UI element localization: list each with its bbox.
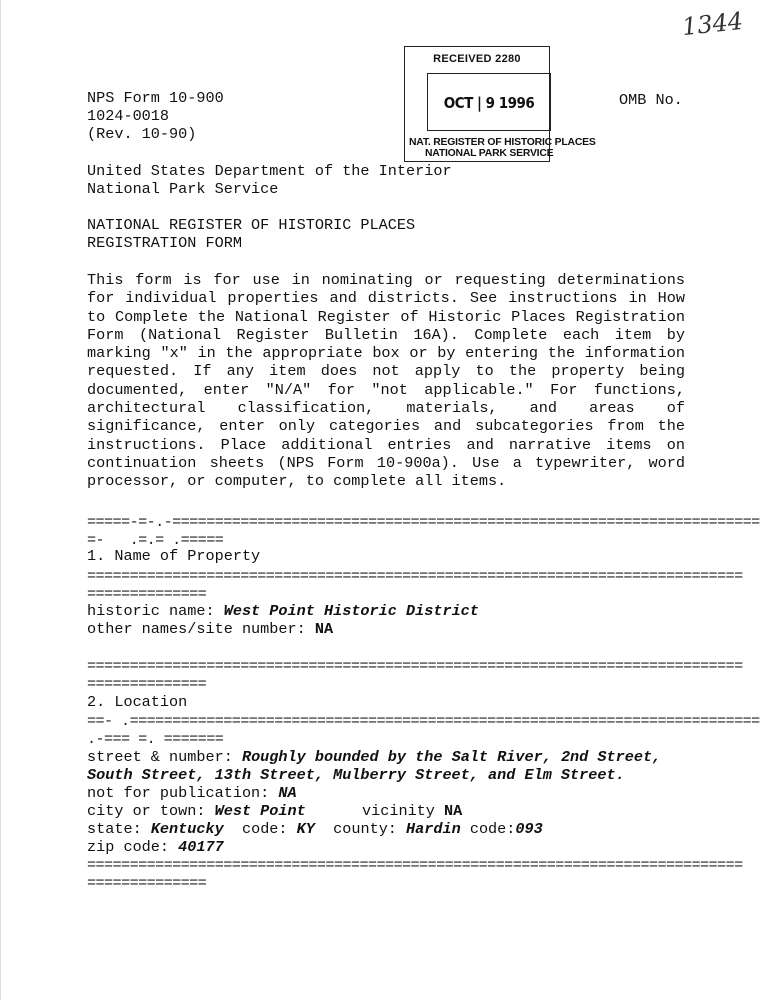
separator-rule: =============================================================================: [87, 567, 743, 585]
separator-rule-short: .-=== =. =======: [87, 730, 224, 748]
section-2-heading: 2. Location: [87, 693, 188, 711]
omb-number: OMB No.: [619, 91, 683, 109]
street-label: street & number:: [87, 748, 242, 766]
county-code-value: 093: [515, 820, 543, 838]
instructions-paragraph: This form is for use in nominating or requesting determinations for individual properties and districts. See instructions in How to Complete the National Register of Historic Places Registration Form (National Register Bulletin 16A). Complete each item by marking "x" in the appropriate box or by entering the information requested. If any item does not apply to the property being documented, enter "N/A" for "not applicable." For functions, architectural classification, materials, and areas of significance, enter only categories and subcategories from the instructions. Place additional entries and narrative items on continuation sheets (NPS Form 10-900a). Use a typewriter, word processor, or computer, to complete all items.: [87, 271, 685, 491]
separator-rule: =====-=-.-=====================================================================: [87, 513, 760, 531]
publication-label: not for publication:: [87, 784, 279, 802]
separator-rule: =============================================================================: [87, 657, 743, 675]
form-number: NPS Form 10-900: [87, 89, 224, 107]
historic-name-value: West Point Historic District: [223, 602, 479, 620]
city-row: [87, 802, 306, 820]
city-label: city or town:: [87, 802, 215, 820]
zip-label: zip code:: [87, 838, 179, 856]
stamp-agency-line1: NAT. REGISTER OF HISTORIC PLACES: [409, 137, 596, 148]
state-value: Kentucky: [150, 820, 224, 838]
county-value: Hardin: [406, 820, 461, 838]
publication-row: [87, 784, 297, 802]
stamp-date: OCT | 9 1996: [443, 94, 535, 112]
state-code-label: code:: [223, 820, 297, 838]
separator-rule: =============================================================================: [87, 856, 743, 874]
state-label: state:: [87, 820, 151, 838]
street-value-line2: South Street, 13th Street, Mulberry Street, and Elm Street.: [87, 766, 625, 784]
section-1-heading: 1. Name of Property: [87, 547, 261, 565]
agency-department: United States Department of the Interior: [87, 162, 452, 180]
city-value: West Point: [214, 802, 306, 820]
form-title: NATIONAL REGISTER OF HISTORIC PLACES: [87, 216, 416, 234]
separator-rule-short: ==============: [87, 874, 207, 892]
received-stamp: [404, 46, 596, 162]
historic-name-label: historic name:: [87, 602, 224, 620]
publication-value: NA: [278, 784, 297, 802]
vicinity-row: [362, 802, 462, 820]
separator-rule-short: =- .=.= .=====: [87, 531, 224, 549]
state-code-value: KY: [296, 820, 315, 838]
street-value-line1: Roughly bounded by the Salt River, 2nd Street,: [241, 748, 662, 766]
other-names-row: [87, 620, 333, 638]
form-code: 1024-0018: [87, 107, 170, 125]
stamp-date-box: [427, 73, 551, 131]
separator-rule-short: ==============: [87, 585, 207, 603]
scan-margin: [0, 0, 1, 1000]
agency-service: National Park Service: [87, 180, 279, 198]
handwritten-page-number: 1344: [680, 6, 745, 42]
vicinity-label: vicinity: [362, 802, 445, 820]
county-code-label: code:: [460, 820, 516, 838]
vicinity-value: NA: [444, 802, 463, 820]
other-names-label: other names/site number:: [87, 620, 315, 638]
stamp-agency-line2: NATIONAL PARK SERVICE: [425, 148, 554, 159]
zip-value: 40177: [178, 838, 224, 856]
form-revision: (Rev. 10-90): [87, 125, 197, 143]
street-row: [87, 748, 661, 766]
form-subtitle: REGISTRATION FORM: [87, 234, 242, 252]
historic-name-row: [87, 602, 479, 620]
other-names-value: NA: [314, 620, 334, 638]
stamp-received: RECEIVED 2280: [433, 53, 521, 65]
separator-rule: ==- .==========================================================================: [87, 712, 760, 730]
zip-row: [87, 838, 224, 856]
separator-rule-short: ==============: [87, 675, 207, 693]
county-label: county:: [314, 820, 407, 838]
state-row: [87, 820, 543, 838]
